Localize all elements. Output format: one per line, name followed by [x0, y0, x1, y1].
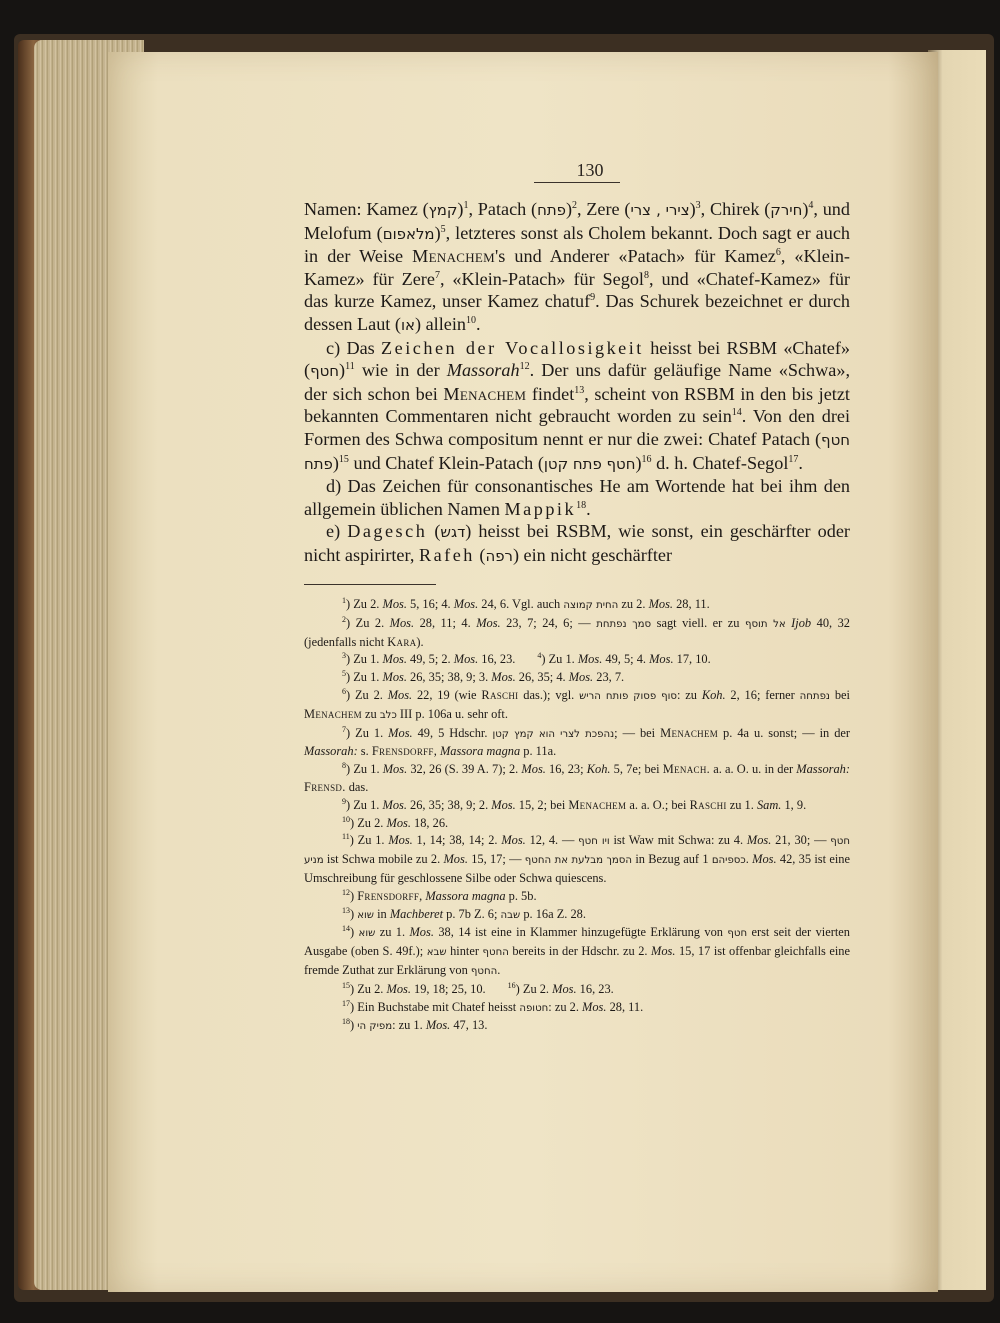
footnote: $^8$) Zu 1. Mos. 32, 26 (S. 39 A. 7); 2. Mos. 16, 23; Koh. 5, 7e; bei Menach. a. a. O. u. in der Massorah: Frensd. das. [304, 761, 850, 794]
paragraph: Namen: Kamez (קמץ)$^1$, Patach (פתח)$^2$, Zere (צירי ‚ צרי)$^3$, Chirek (חירק)$^4$, und Melofum (מלאפום)$^5$, letzteres sonst als Cholem bekannt. Doch sagt er auch in der Weise Menachem's und Anderer «Patach» für Kamez$^6$, «Klein-Kamez» für Zere$^7$, «Klein-Patach» für Segol$^8$, und «Chatef-Kamez» für das kurze Kamez, unser Kamez chatuf$^9$. Das Schurek bezeichnet er durch dessen Laut (או) allein$^{10}$. [304, 199, 851, 334]
paragraph: c) Das Zeichen der Vocallosigkeit heisst bei RSBM «Chatef» (חטף)$^{11}$ wie in der Massorah$^{12}$. Der uns dafür geläufige Name «Schwa», der sich schon bei Menachem findet$^{13}$, scheint von RSBM in den bis jetzt bekannten Commentaren nicht gebraucht worden zu sein$^{14}$. Von den drei Formen des Schwa compositum nennt er nur die zwei: Chatef Patach (חטף פתח)$^{15}$ und Chatef Klein-Patach (חטף פתח קטן)$^{16}$ d. h. Chatef-Segol$^{17}$. [304, 337, 850, 473]
footnote: $^6$) Zu 2. Mos. 22, 19 (wie Raschi das.); vgl. סוף פסוק פותח הריש: zu Koh. 2, 16; ferner נפתחה bei Menachem zu כלב III p. 106a u. sehr oft. [304, 686, 850, 721]
footnote: $^{15}$) Zu 2. Mos. 19, 18; 25, 10. $^{16}$) Zu 2. Mos. 16, 23. [342, 980, 614, 996]
main-text [304, 198, 850, 568]
footnote: $^{11}$) Zu 1. Mos. 1, 14; 38, 14; 2. Mos. 12, 4. — ויו חטף ist Waw mit Schwa: zu 4. Mos. 21, 30; — חטף מניע ist Schwa mobile zu 2. Mos. 15, 17; — הסמך מבלעת את החטף in Bezug auf כספיהם 1. Mos. 42, 35 ist eine Umschreibung für geschlossene Silbe oder Schwa quiescens. [304, 832, 850, 885]
footnote: $^2$) Zu 2. Mos. 28, 11; 4. Mos. 23, 7; 24, 6; — סמך נפתחת sagt viell. er zu אל תוסף Ijob 40, 32 (jedenfalls nicht Kara). [304, 614, 850, 649]
footnotes [304, 596, 850, 1036]
footnote: $^{12}$) Frensdorff, Massora magna p. 5b. [342, 887, 537, 903]
paragraph: d) Das Zeichen für consonantisches He am Wortende hat bei ihm den allgemein üblichen Namen Mappik$^{18}$. [304, 476, 850, 519]
footnote: $^5$) Zu 1. Mos. 26, 35; 38, 9; 3. Mos. 26, 35; 4. Mos. 23, 7. [342, 669, 625, 685]
paragraph: e) Dagesch (דגש) heisst bei RSBM, wie sonst, ein geschärfter oder nicht aspirirter, Rafeh (רפה) ein nicht geschärfter [304, 521, 850, 565]
footnote: $^7$) Zu 1. Mos. 49, 5 Hdschr. נהפכת לצרי הוא קמץ קטן; — bei Menachem p. 4a u. sonst; — in der Massorah: s. Frensdorff, Massora magna p. 11a. [304, 724, 851, 759]
footnote: $^9$) Zu 1. Mos. 26, 35; 38, 9; 2. Mos. 15, 2; bei Menachem a. a. O.; bei Raschi zu 1. Sam. 1, 9. [342, 796, 807, 812]
footnote: $^{14}$) שוא zu 1. Mos. 38, 14 ist eine in Klammer hinzugefügte Erklärung von חטף erst seit der vierten Ausgabe (oben S. 49f.); שבא hinter החטף bereits in der Hdschr. zu 2. Mos. 15, 17 ist offenbar gleichfalls eine fremde Zuthat zur Erklärung von החטף. [304, 924, 851, 977]
header-rule [534, 182, 620, 183]
footnote: $^{18}$) מפיק הי: zu 1. Mos. 47, 13. [342, 1017, 488, 1033]
footnote: $^1$) Zu 2. Mos. 5, 16; 4. Mos. 24, 6. Vgl. auch החית קמוצה zu 2. Mos. 28, 11. [342, 595, 710, 611]
page-number: 130 [576, 160, 604, 180]
footnote: $^{10}$) Zu 2. Mos. 18, 26. [342, 814, 449, 830]
footnote: $^{17}$) Ein Buchstabe mit Chatef heisst חטופה: zu 2. Mos. 28, 11. [342, 998, 644, 1014]
footnote: $^{13}$) שוא in Machberet p. 7b Z. 6; שבה p. 16a Z. 28. [342, 905, 586, 921]
footnote: $^3$) Zu 1. Mos. 49, 5; 2. Mos. 16, 23. $^4$) Zu 1. Mos. 49, 5; 4. Mos. 17, 10. [342, 651, 711, 667]
footnote-rule [304, 584, 436, 585]
